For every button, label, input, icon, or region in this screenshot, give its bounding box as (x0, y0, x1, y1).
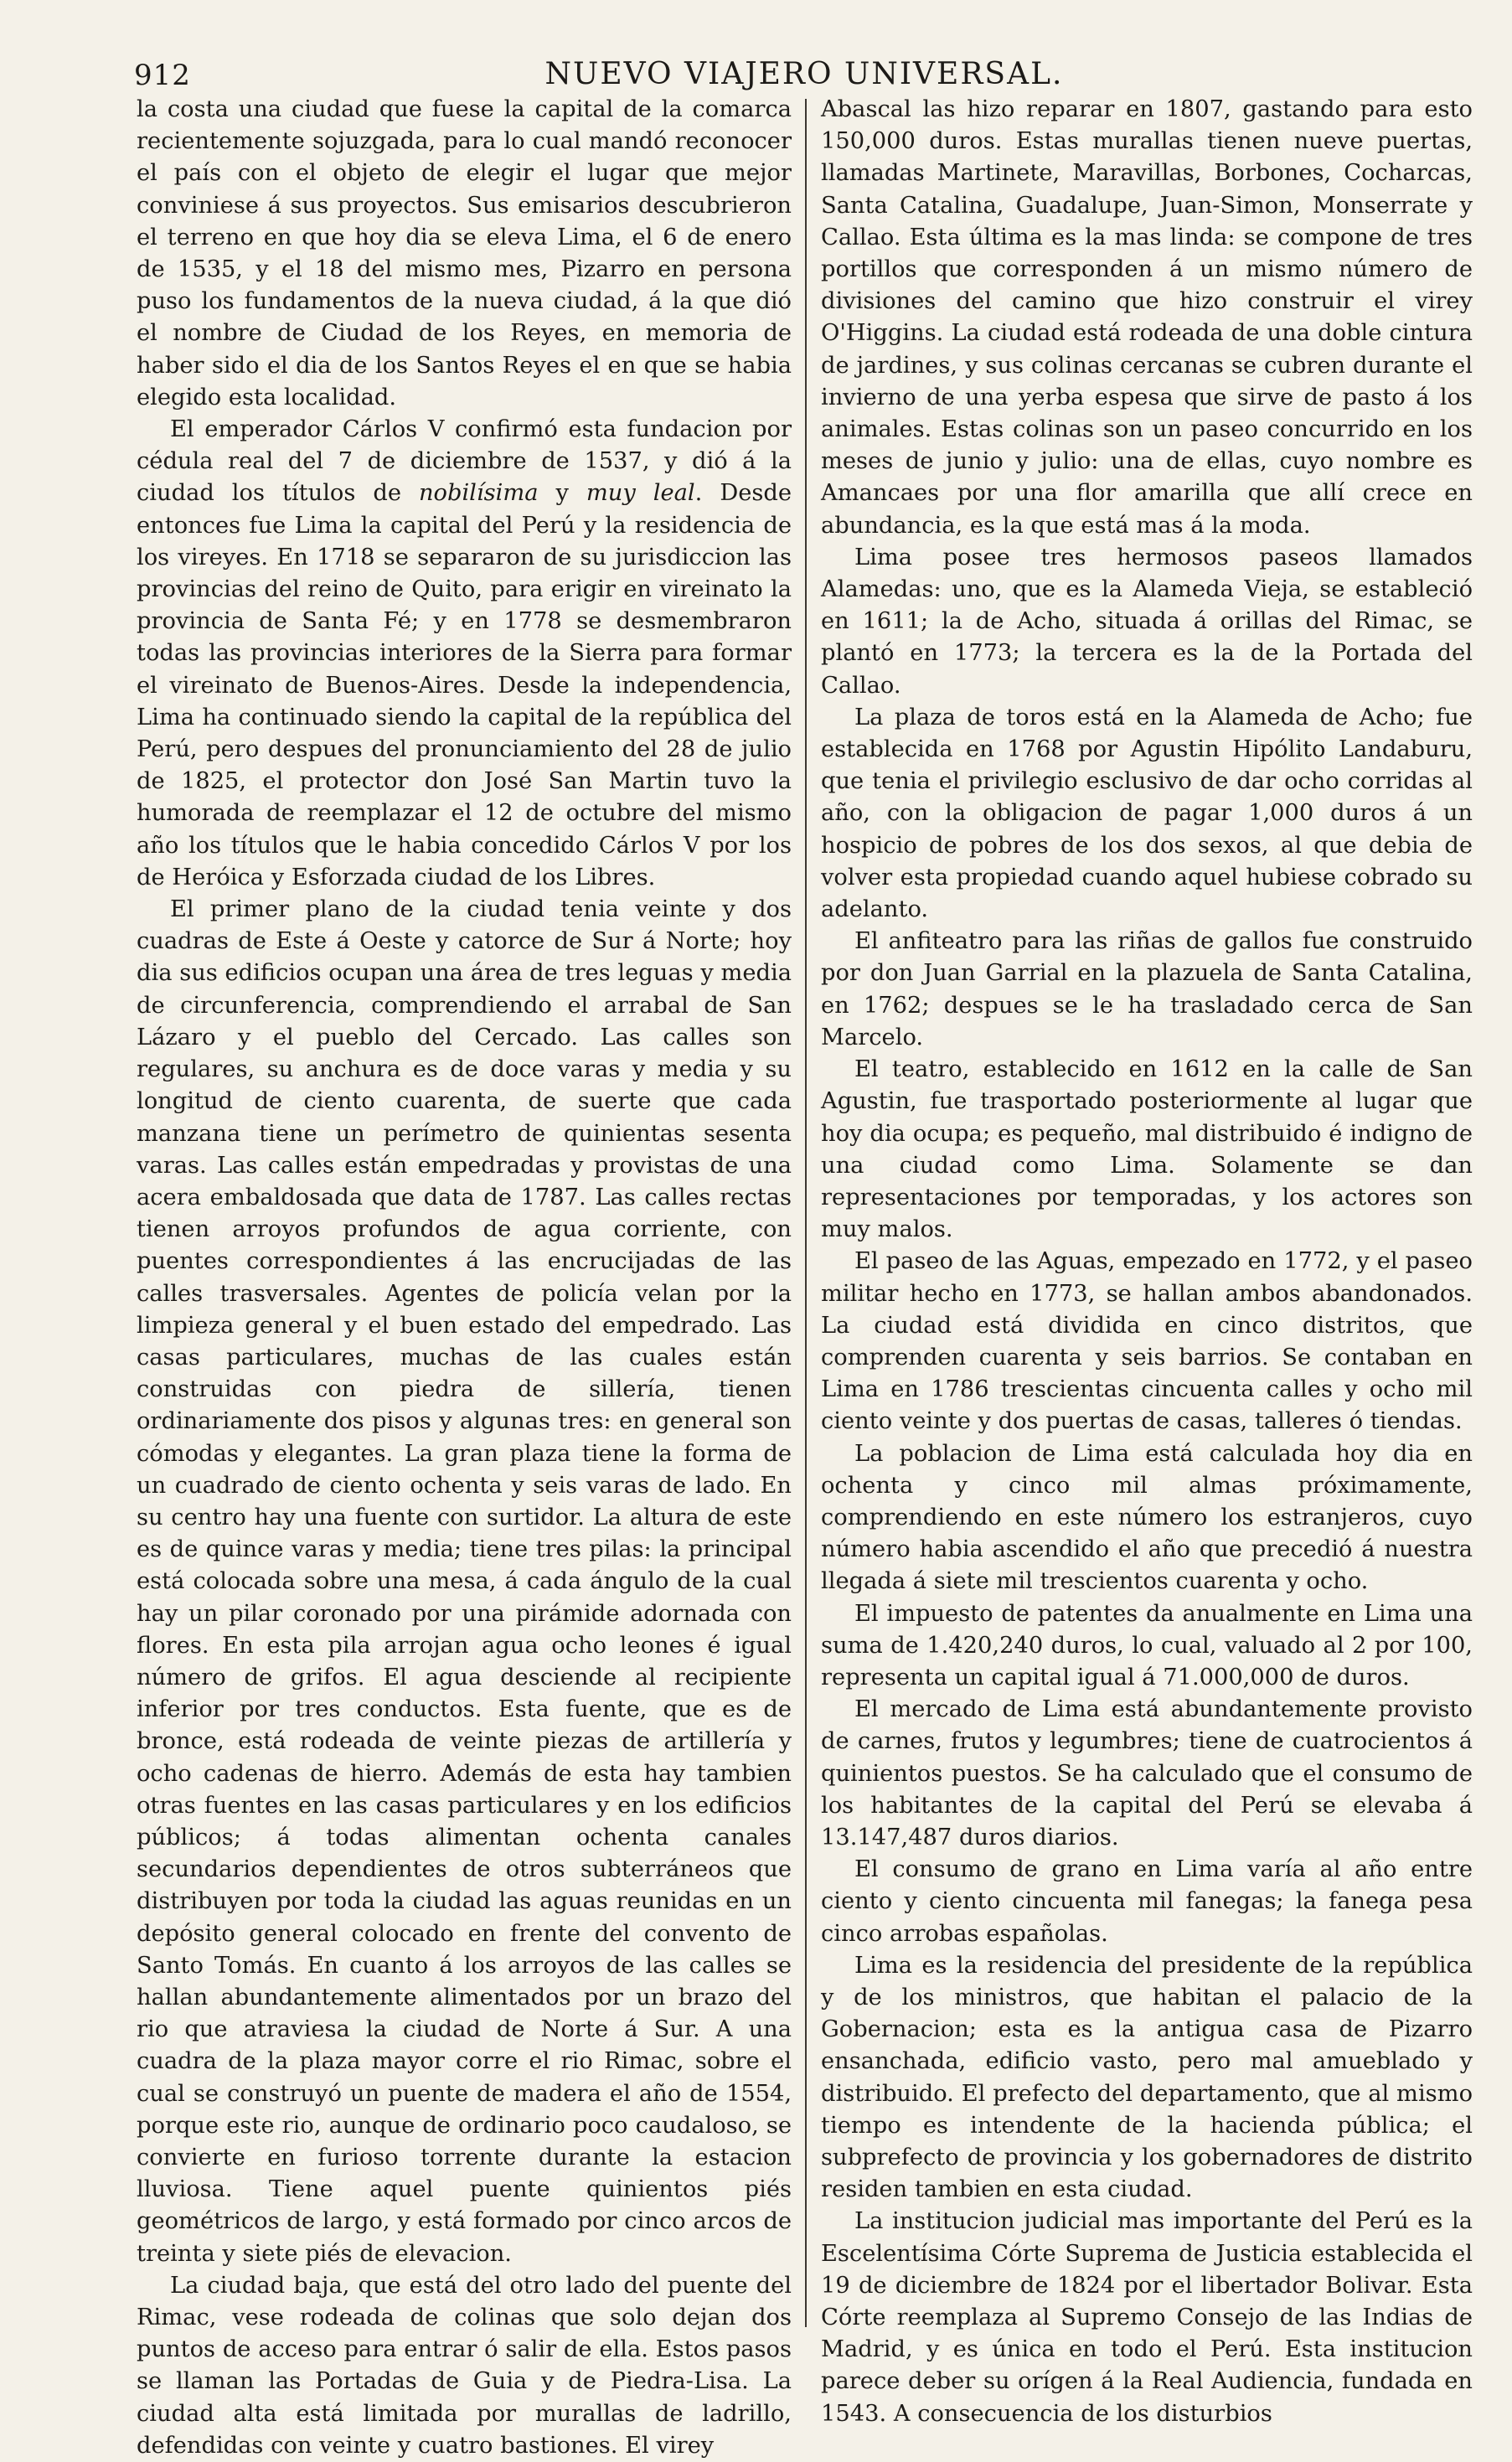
paragraph-districts: El paseo de las Aguas, empezado en 1772, y el paseo militar hecho en 1773, se hallan ambos abandonados. La ciudad está dividida en cinco distritos, que comprenden cuarenta y seis barrios. Se contaban en Lima en 1786 trescientas cincuenta calles y ocho mil ciento veinte y dos puertas de casas, talleres ó tiendas. (821, 1248, 1473, 1435)
paragraph-population: La poblacion de Lima está calculada hoy dia en ochenta y cinco mil almas próximamente, comprendiendo en este número los estranjeros, cuyo número habia ascendido el año que precedió á nuestra llegada á siete mil trescientos cuarenta y ocho. (821, 1440, 1473, 1595)
title-muy-leal: muy leal (586, 480, 695, 507)
paragraph-taxes: El impuesto de patentes da anualmente en Lima una suma de 1.420,240 duros, lo cual, valuado al 2 por 100, representa un capital igual á 71.000,000 de duros. (821, 1600, 1473, 1690)
paragraph-lower-city: La ciudad baja, que está del otro lado del puente del Rimac, vese rodeada de colinas que solo dejan dos puntos de acceso para entrar ó salir de ella. Estos pasos se llaman las Portadas de Guia y de Piedra-Lisa. La ciudad alta está limitada por murallas de ladrillo, defendidas con veinte y cuatro bastiones. El virey (137, 2272, 792, 2459)
left-column (137, 94, 792, 2459)
paragraph-foundation: la costa una ciudad que fuese la capital de la comarca recientemente sojuzgada, para lo cual mandó reconocer el país con el objeto de elegir el lugar que mejor conviniese á sus proyectos. Sus emisarios descubrieron el terreno en que hoy dia se eleva Lima, el 6 de enero de 1535, y el 18 del mismo mes, Pizarro en persona puso los fundamentos de la nueva ciudad, á la que dió el nombre de Ciudad de los Reyes, en memoria de haber sido el dia de los Santos Reyes el en que se habia elegido esta localidad. (137, 96, 792, 410)
column-divider (805, 99, 807, 2327)
paragraph-cockfights: El anfiteatro para las riñas de gallos fue construido por don Juan Garrial en la plazuela de Santa Catalina, en 1762; despues se le ha trasladado cerca de San Marcelo. (821, 928, 1473, 1050)
page-header (134, 52, 1474, 94)
paragraph-grain: El consumo de grano en Lima varía al año entre ciento y ciento cincuenta mil fanegas; la fanega pesa cinco arrobas españolas. (821, 1856, 1473, 1947)
title-nobilisima: nobilísima (418, 480, 539, 507)
paragraph-alamedas: Lima posee tres hermosos paseos llamados Alamedas: uno, que es la Alameda Vieja, se estableció en 1611; la de Acho, situada á orillas del Rimac, se plantó en 1773; la tercera es la de la Portada del Callao. (821, 544, 1473, 699)
paragraph-walls: Abascal las hizo reparar en 1807, gastando para esto 150,000 duros. Estas murallas tienen nueve puertas, llamadas Martinete, Maravillas, Borbones, Cocharcas, Santa Catalina, Guadalupe, Juan-Simon, Monserrate y Callao. Esta última es la mas linda: se compone de tres portillos que corresponden á un mismo número de divisiones del camino que hizo construir el virey O'Higgins. La ciudad está rodeada de una doble cintura de jardines, y sus colinas cercanas se cubren durante el invierno de una yerba espesa que sirve de pasto á los animales. Estas colinas son un paseo concurrido en los meses de junio y julio: una de ellas, cuyo nombre es Amancaes por una flor amarilla que allí crece en abundancia, es la que está mas á la moda. (821, 96, 1473, 539)
paragraph-bullring: La plaza de toros está en la Alameda de Acho; fue establecida en 1768 por Agustin Hipólito Landaburu, que tenia el privilegio esclusivo de dar ocho corridas al año, con la obligacion de pagar 1,000 duros á un hospicio de pobres de los dos sexos, al que debia de volver esta propiedad cuando aquel hubiese cobrado su adelanto. (821, 704, 1473, 923)
paragraph-city-plan: El primer plano de la ciudad tenia veinte y dos cuadras de Este á Oeste y catorce de Sur á Norte; hoy dia sus edificios ocupan una área de tres leguas y media de circunferencia, comprendiendo el arrabal de San Lázaro y el pueblo del Cercado. Las calles son regulares, su anchura es de doce varas y media y su longitud de ciento cuarenta, de suerte que cada manzana tiene un perímetro de quinientas sesenta varas. Las calles están empedradas y provistas de una acera embaldosada que data de 1787. Las calles rectas tienen arroyos profundos de agua corriente, con puentes correspondientes á las encrucijadas de las calles trasversales. Agentes de policía velan por la limpieza general y el buen estado del empedrado. Las casas particulares, muchas de las cuales están construidas con piedra de sillería, tienen ordinariamente dos pisos y algunas tres: en general son cómodas y elegantes. La gran plaza tiene la forma de un cuadrado de ciento ochenta y seis varas de lado. En su centro hay una fuente con surtidor. La altura de este es de quince varas y media; tiene tres pilas: la principal está colocada sobre una mesa, á cada ángulo de la cual hay un pilar coronado por una pirámide adornada con flores. En esta pila arrojan agua ocho leones é igual número de grifos. El agua desciende al recipiente inferior por tres conductos. Esta fuente, que es de bronce, está rodeada de veinte piezas de artillería y ocho cadenas de hierro. Además de esta hay tambien otras fuentes en las casas particulares y en los edificios públicos; á todas alimentan ochenta canales secundarios dependientes de otros subterráneos que distribuyen por toda la ciudad las aguas reunidas en un depósito general colocado en frente del convento de Santo Tomás. En cuanto á los arroyos de las calles se hallan abundantemente alimentados por un brazo del rio que atraviesa la ciudad de Norte á Sur. A una cuadra de la plaza mayor corre el rio Rimac, sobre el cual se construyó un puente de madera el año de 1554, porque este rio, aunque de ordinario poco caudaloso, se convierte en furioso torrente durante la estacion lluviosa. Tiene aquel puente quinientos piés geométricos de largo, y está formado por cinco arcos de treinta y siete piés de elevacion. (137, 896, 792, 2267)
page-number: 912 (134, 59, 191, 92)
running-title: NUEVO VIAJERO UNIVERSAL. (544, 57, 1064, 91)
paragraph-government: Lima es la residencia del presidente de la república y de los ministros, que habitan el palacio de la Gobernacion; esta es la antigua casa de Pizarro ensanchada, edificio vasto, pero mal amueblado y distribuido. El prefecto del departamento, que al mismo tiempo es intendente de la hacienda pública; el subprefecto de provincia y los gobernadores de distrito residen tambien en esta ciudad. (821, 1952, 1473, 2203)
paragraph-emperor: El emperador Cárlos V confirmó esta fundacion por cédula real del 7 de diciembre de 1537, y dió á la ciudad los títulos de nobilísima y muy leal. Desde entonces fue Lima la capital del Perú y la residencia de los vireyes. En 1718 se separaron de su jurisdiccion las provincias del reino de Quito, para erigir en vireinato la provincia de Santa Fé; y en 1778 se desmembraron todas las provincias interiores de la Sierra para formar el vireinato de Buenos-Aires. Desde la independencia, Lima ha continuado siendo la capital de la república del Perú, pero despues del pronunciamiento del 28 de julio de 1825, el protector don José San Martin tuvo la humorada de reemplazar el 12 de octubre del mismo año los títulos que le habia concedido Cárlos V por los de Heróica y Esforzada ciudad de los Libres. (137, 416, 792, 890)
paragraph-market: El mercado de Lima está abundantemente provisto de carnes, frutos y legumbres; tiene de cuatrocientos á quinientos puestos. Se ha calculado que el consumo de los habitantes de la capital del Perú se elevaba á 13.147,487 duros diarios. (821, 1696, 1473, 1850)
right-column (821, 94, 1473, 2427)
paragraph-judiciary: La institucion judicial mas importante del Perú es la Escelentísima Córte Suprema de Justicia establecida el 19 de diciembre de 1824 por el libertador Bolivar. Esta Córte reemplaza al Supremo Consejo de las Indias de Madrid, y es única en todo el Perú. Esta institucion parece deber su orígen á la Real Audiencia, fundada en 1543. A consecuencia de los disturbios (821, 2208, 1473, 2427)
paragraph-theatre: El teatro, establecido en 1612 en la calle de San Agustin, fue trasportado posteriormente al lugar que hoy dia ocupa; es pequeño, mal distribuido é indigno de una ciudad como Lima. Solamente se dan representaciones por temporadas, y los actores son muy malos. (821, 1056, 1473, 1243)
